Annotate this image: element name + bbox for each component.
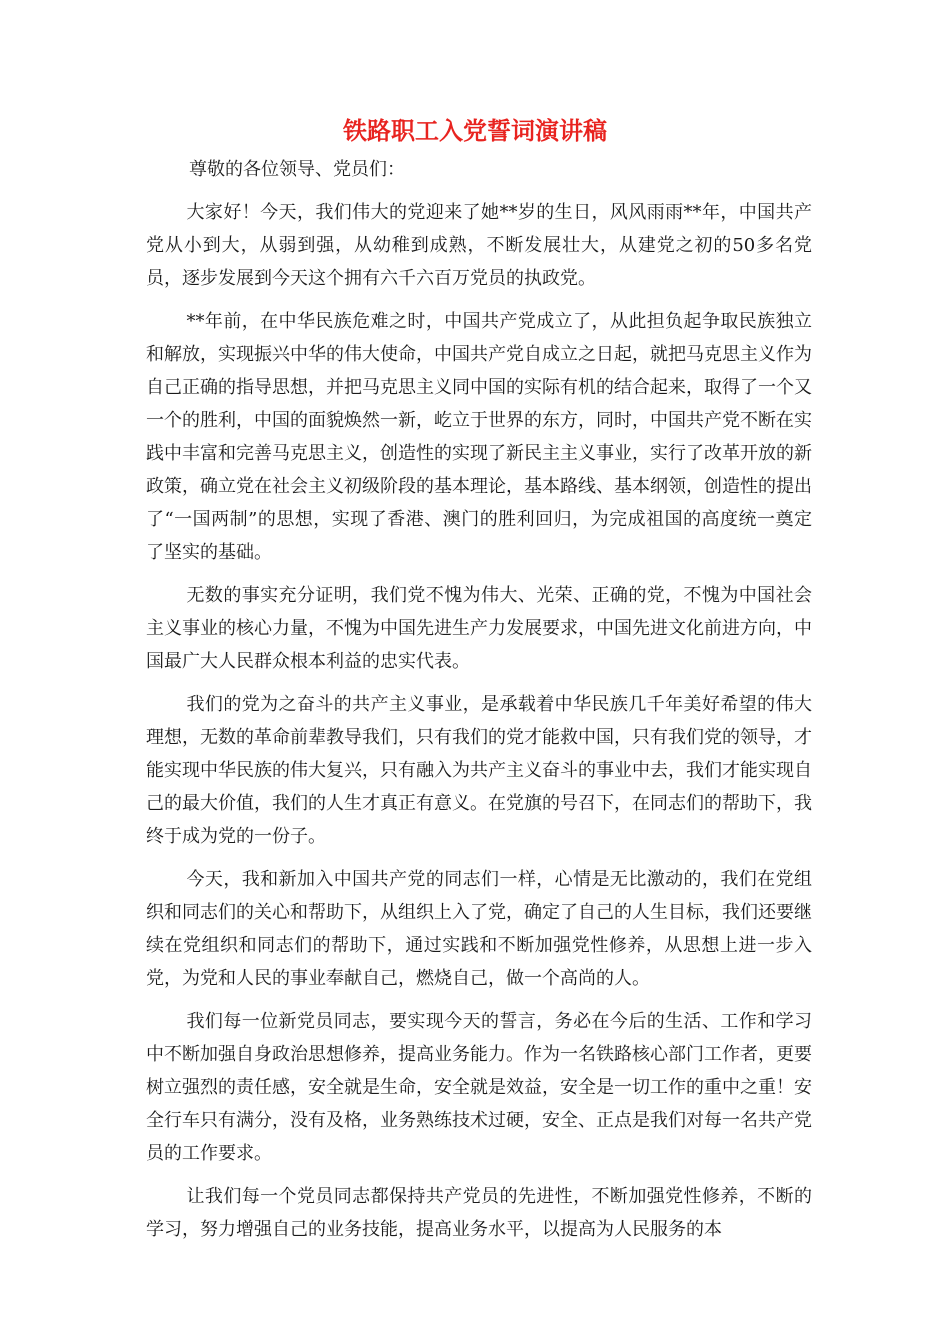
paragraph: 无数的事实充分证明，我们党不愧为伟大、光荣、正确的党，不愧为中国社会主义事业的核心力量，不愧为中国先进生产力发展要求，中国先进文化前进方向，中国最广大人民群众根本利益的忠实代表。	[146, 585, 812, 672]
paragraph: 大家好！今天，我们伟大的党迎来了她**岁的生日，风风雨雨**年，中国共产党从小到大，从弱到强，从幼稚到成熟，不断发展壮大，从建党之初的50多名党员，逐步发展到今天这个拥有六千六百万党员的执政党。	[146, 202, 812, 289]
paragraph: **年前，在中华民族危难之时，中国共产党成立了，从此担负起争取民族独立和解放，实现振兴中华的伟大使命，中国共产党自成立之日起，就把马克思主义作为自己正确的指导思想，并把马克思主义同中国的实际有机的结合起来，取得了一个又一个的胜利，中国的面貌焕然一新，屹立于世界的东方，同时，中国共产党不断在实践中丰富和完善马克思主义，创造性的实现了新民主主义事业，实行了改革开放的新政策，确立党在社会主义初级阶段的基本理论，基本路线、基本纲领，创造性的提出了“一国两制”的思想，实现了香港、澳门的胜利回归，为完成祖国的高度统一奠定了坚实的基础。	[146, 311, 812, 563]
paragraph: 今天，我和新加入中国共产党的同志们一样，心情是无比激动的，我们在党组织和同志们的关心和帮助下，从组织上入了党，确定了自己的人生目标，我们还要继续在党组织和同志们的帮助下，通过实践和不断加强党性修养，从思想上进一步入党，为党和人民的事业奉献自己，燃烧自己，做一个高尚的人。	[146, 869, 812, 989]
document-title: 铁路职工入党誓词演讲稿	[343, 117, 607, 145]
paragraph: 我们每一位新党员同志，要实现今天的誓言，务必在今后的生活、工作和学习中不断加强自身政治思想修养，提高业务能力。作为一名铁路核心部门工作者，更要树立强烈的责任感，安全就是生命，安全就是效益，安全是一切工作的重中之重！安全行车只有满分，没有及格，业务熟练技术过硬，安全、正点是我们对每一名共产党员的工作要求。	[146, 1011, 812, 1164]
paragraph: 我们的党为之奋斗的共产主义事业，是承载着中华民族几千年美好希望的伟大理想，无数的革命前辈教导我们，只有我们的党才能救中国，只有我们党的领导，才能实现中华民族的伟大复兴，只有融入为共产主义奋斗的事业中去，我们才能实现自己的最大价值，我们的人生才真正有意义。在党旗的号召下，在同志们的帮助下，我终于成为党的一份子。	[146, 694, 812, 847]
document-body	[146, 196, 812, 1256]
salutation: 尊敬的各位领导、党员们：	[189, 159, 405, 180]
paragraph: 让我们每一个党员同志都保持共产党员的先进性，不断加强党性修养，不断的学习，努力增强自己的业务技能，提高业务水平，以提高为人民服务的本	[146, 1186, 812, 1240]
